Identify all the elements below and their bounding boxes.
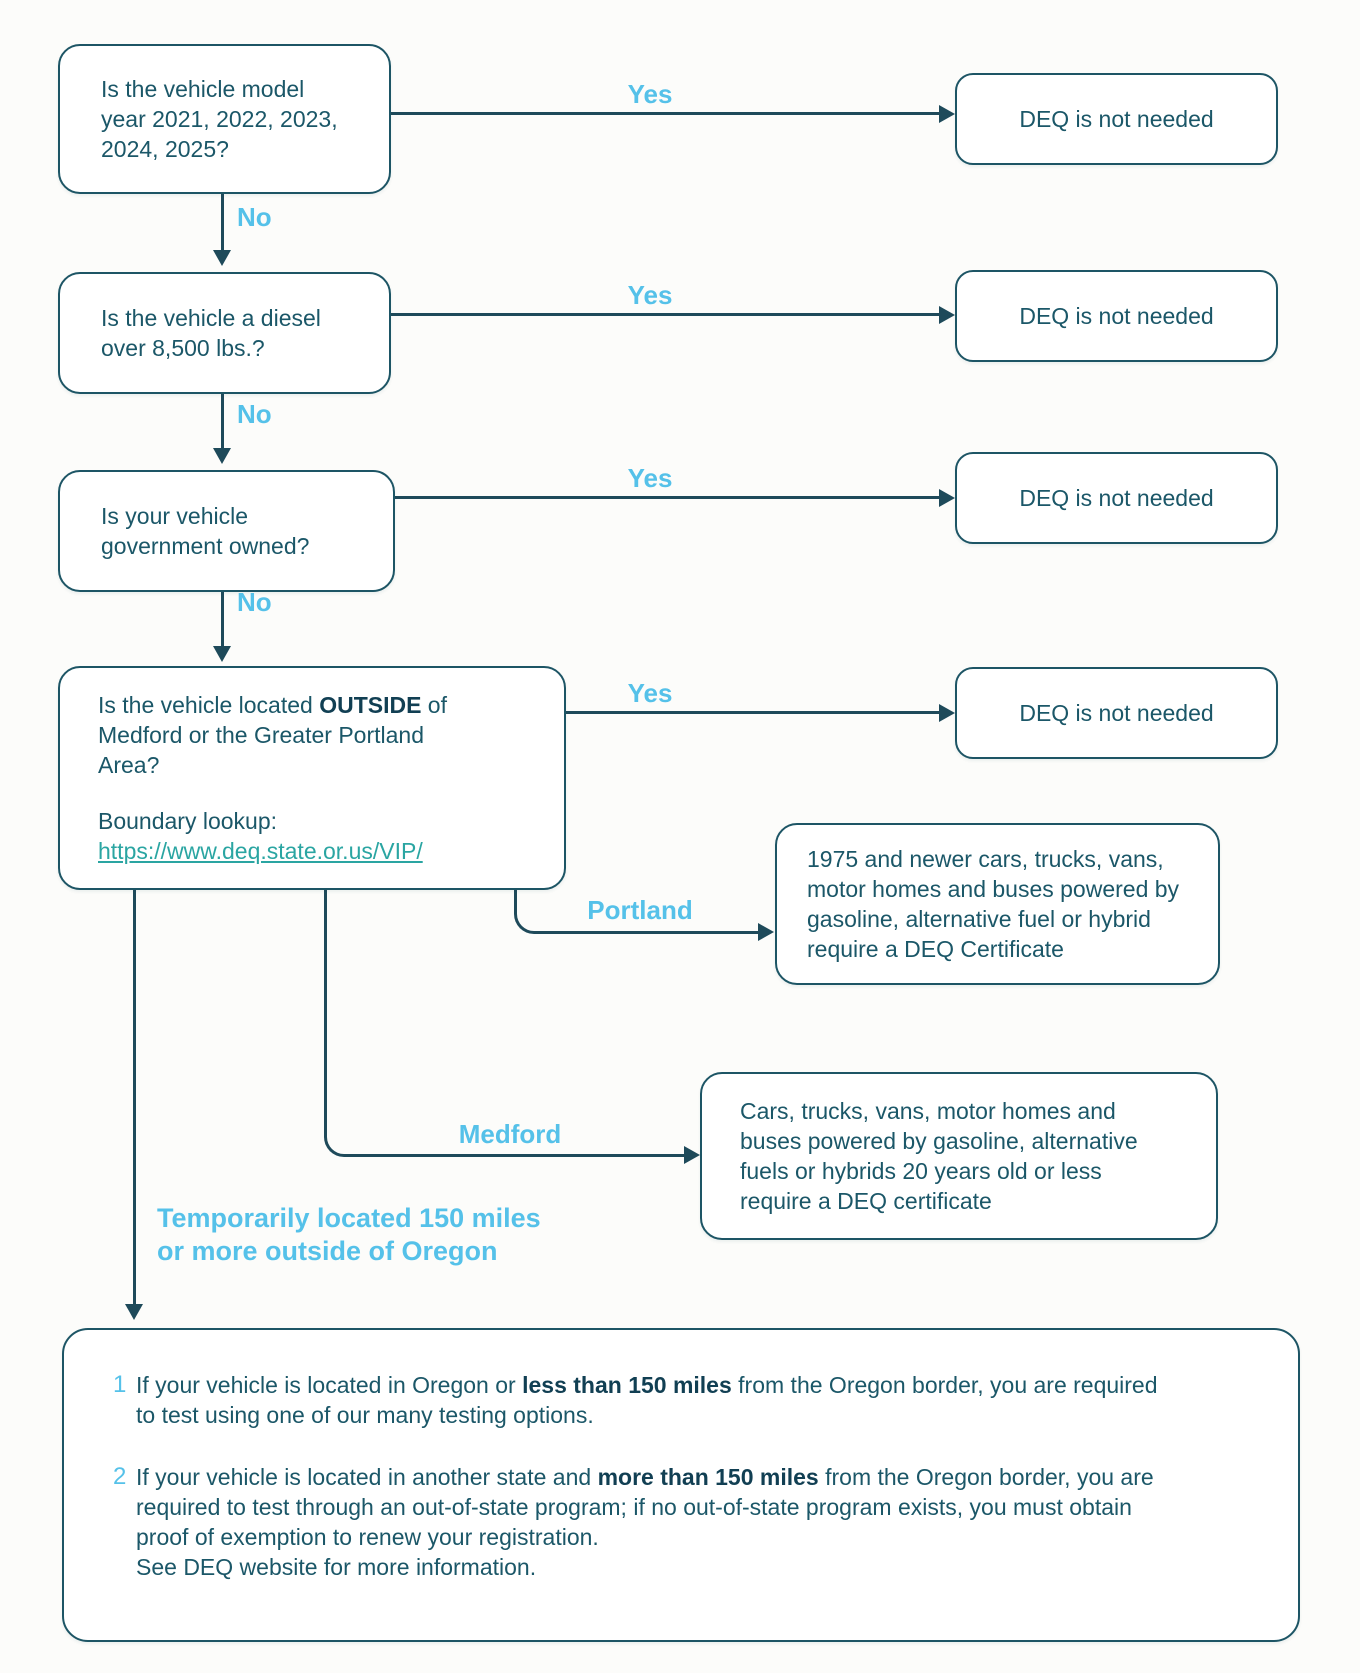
label-yes-2: Yes: [627, 280, 673, 310]
arrow-yes-3: [395, 496, 940, 499]
arrow-no-2: [221, 394, 224, 448]
result-text: DEQ is not needed: [1019, 485, 1214, 511]
result-box-deq-not-needed-1: [955, 73, 1278, 165]
result-text: DEQ is not needed: [1019, 106, 1214, 132]
note-number-2: 2: [113, 1463, 127, 1490]
arrowhead-medford: [684, 1146, 700, 1164]
result-box-deq-not-needed-3: [955, 452, 1278, 544]
arrowhead-no-1: [213, 250, 231, 266]
question-text-model-year: Is the vehicle model year 2021, 2022, 2023, 2024, 2025?: [101, 76, 338, 162]
connector-medford: [324, 890, 684, 1157]
arrow-yes-1: [391, 112, 940, 115]
result-box-deq-not-needed-2: [955, 270, 1278, 362]
question-box-model-year: [58, 44, 391, 194]
arrow-no-3: [221, 592, 224, 646]
question-box-location: [58, 666, 566, 890]
label-no-1: No: [237, 202, 272, 232]
label-medford: Medford: [458, 1119, 562, 1149]
arrowhead-temporary: [125, 1304, 143, 1320]
label-yes-4: Yes: [627, 678, 673, 708]
medford-result-text: Cars, trucks, vans, motor homes and buses powered by gasoline, alternative fuels or hybrids 20 years old or less require a DEQ certificate: [740, 1098, 1138, 1214]
question-box-government: [58, 470, 395, 592]
result-box-deq-not-needed-4: [955, 667, 1278, 759]
arrowhead-portland: [758, 923, 774, 941]
note-number-1: 1: [113, 1371, 127, 1398]
arrowhead-yes-3: [939, 489, 955, 507]
label-temporarily-located: Temporarily located 150 miles or more outside of Oregon: [157, 1203, 541, 1266]
label-yes-1: Yes: [627, 79, 673, 109]
note-text-1: If your vehicle is located in Oregon or less than 150 miles from the Oregon border, you are required to test using one of our many testing options.: [136, 1372, 1158, 1428]
arrow-yes-4: [566, 711, 940, 714]
arrowhead-no-2: [213, 448, 231, 464]
portland-result-text: 1975 and newer cars, trucks, vans, motor homes and buses powered by gasoline, alternative fuel or hybrid require a DEQ Certificate: [807, 846, 1180, 962]
question-text-government: Is your vehicle government owned?: [101, 503, 310, 559]
label-no-3: No: [237, 587, 272, 617]
portland-result-box: [775, 823, 1220, 985]
question-text-diesel: Is the vehicle a diesel over 8,500 lbs.?: [101, 305, 321, 361]
note-text-2: If your vehicle is located in another state and more than 150 miles from the Oregon border, you are required to test through an out-of-state program; if no out-of-state program exists, you must obtain proof of exemption to renew your registration. See DEQ website for more information.: [136, 1464, 1154, 1580]
medford-result-box: [700, 1072, 1218, 1240]
arrow-yes-2: [391, 313, 940, 316]
notes-box: [62, 1328, 1300, 1642]
arrowhead-no-3: [213, 646, 231, 662]
note-item-1: [113, 1370, 1258, 1430]
label-no-2: No: [237, 399, 272, 429]
result-text: DEQ is not needed: [1019, 303, 1214, 329]
boundary-lookup-link[interactable]: https://www.deq.state.or.us/VIP/: [98, 838, 423, 864]
arrowhead-yes-2: [939, 306, 955, 324]
arrow-no-1: [221, 194, 224, 250]
arrowhead-yes-1: [939, 105, 955, 123]
question-box-diesel: [58, 272, 391, 394]
result-text: DEQ is not needed: [1019, 700, 1214, 726]
note-item-2: [113, 1462, 1258, 1582]
label-portland: Portland: [587, 895, 693, 925]
question-text-location: Is the vehicle located OUTSIDE of Medford or the Greater Portland Area?: [98, 692, 447, 778]
boundary-lookup: Boundary lookup: https://www.deq.state.or.us/VIP/: [98, 808, 423, 864]
connector-temporary: [133, 890, 136, 1304]
arrowhead-yes-4: [939, 704, 955, 722]
label-yes-3: Yes: [627, 463, 673, 493]
